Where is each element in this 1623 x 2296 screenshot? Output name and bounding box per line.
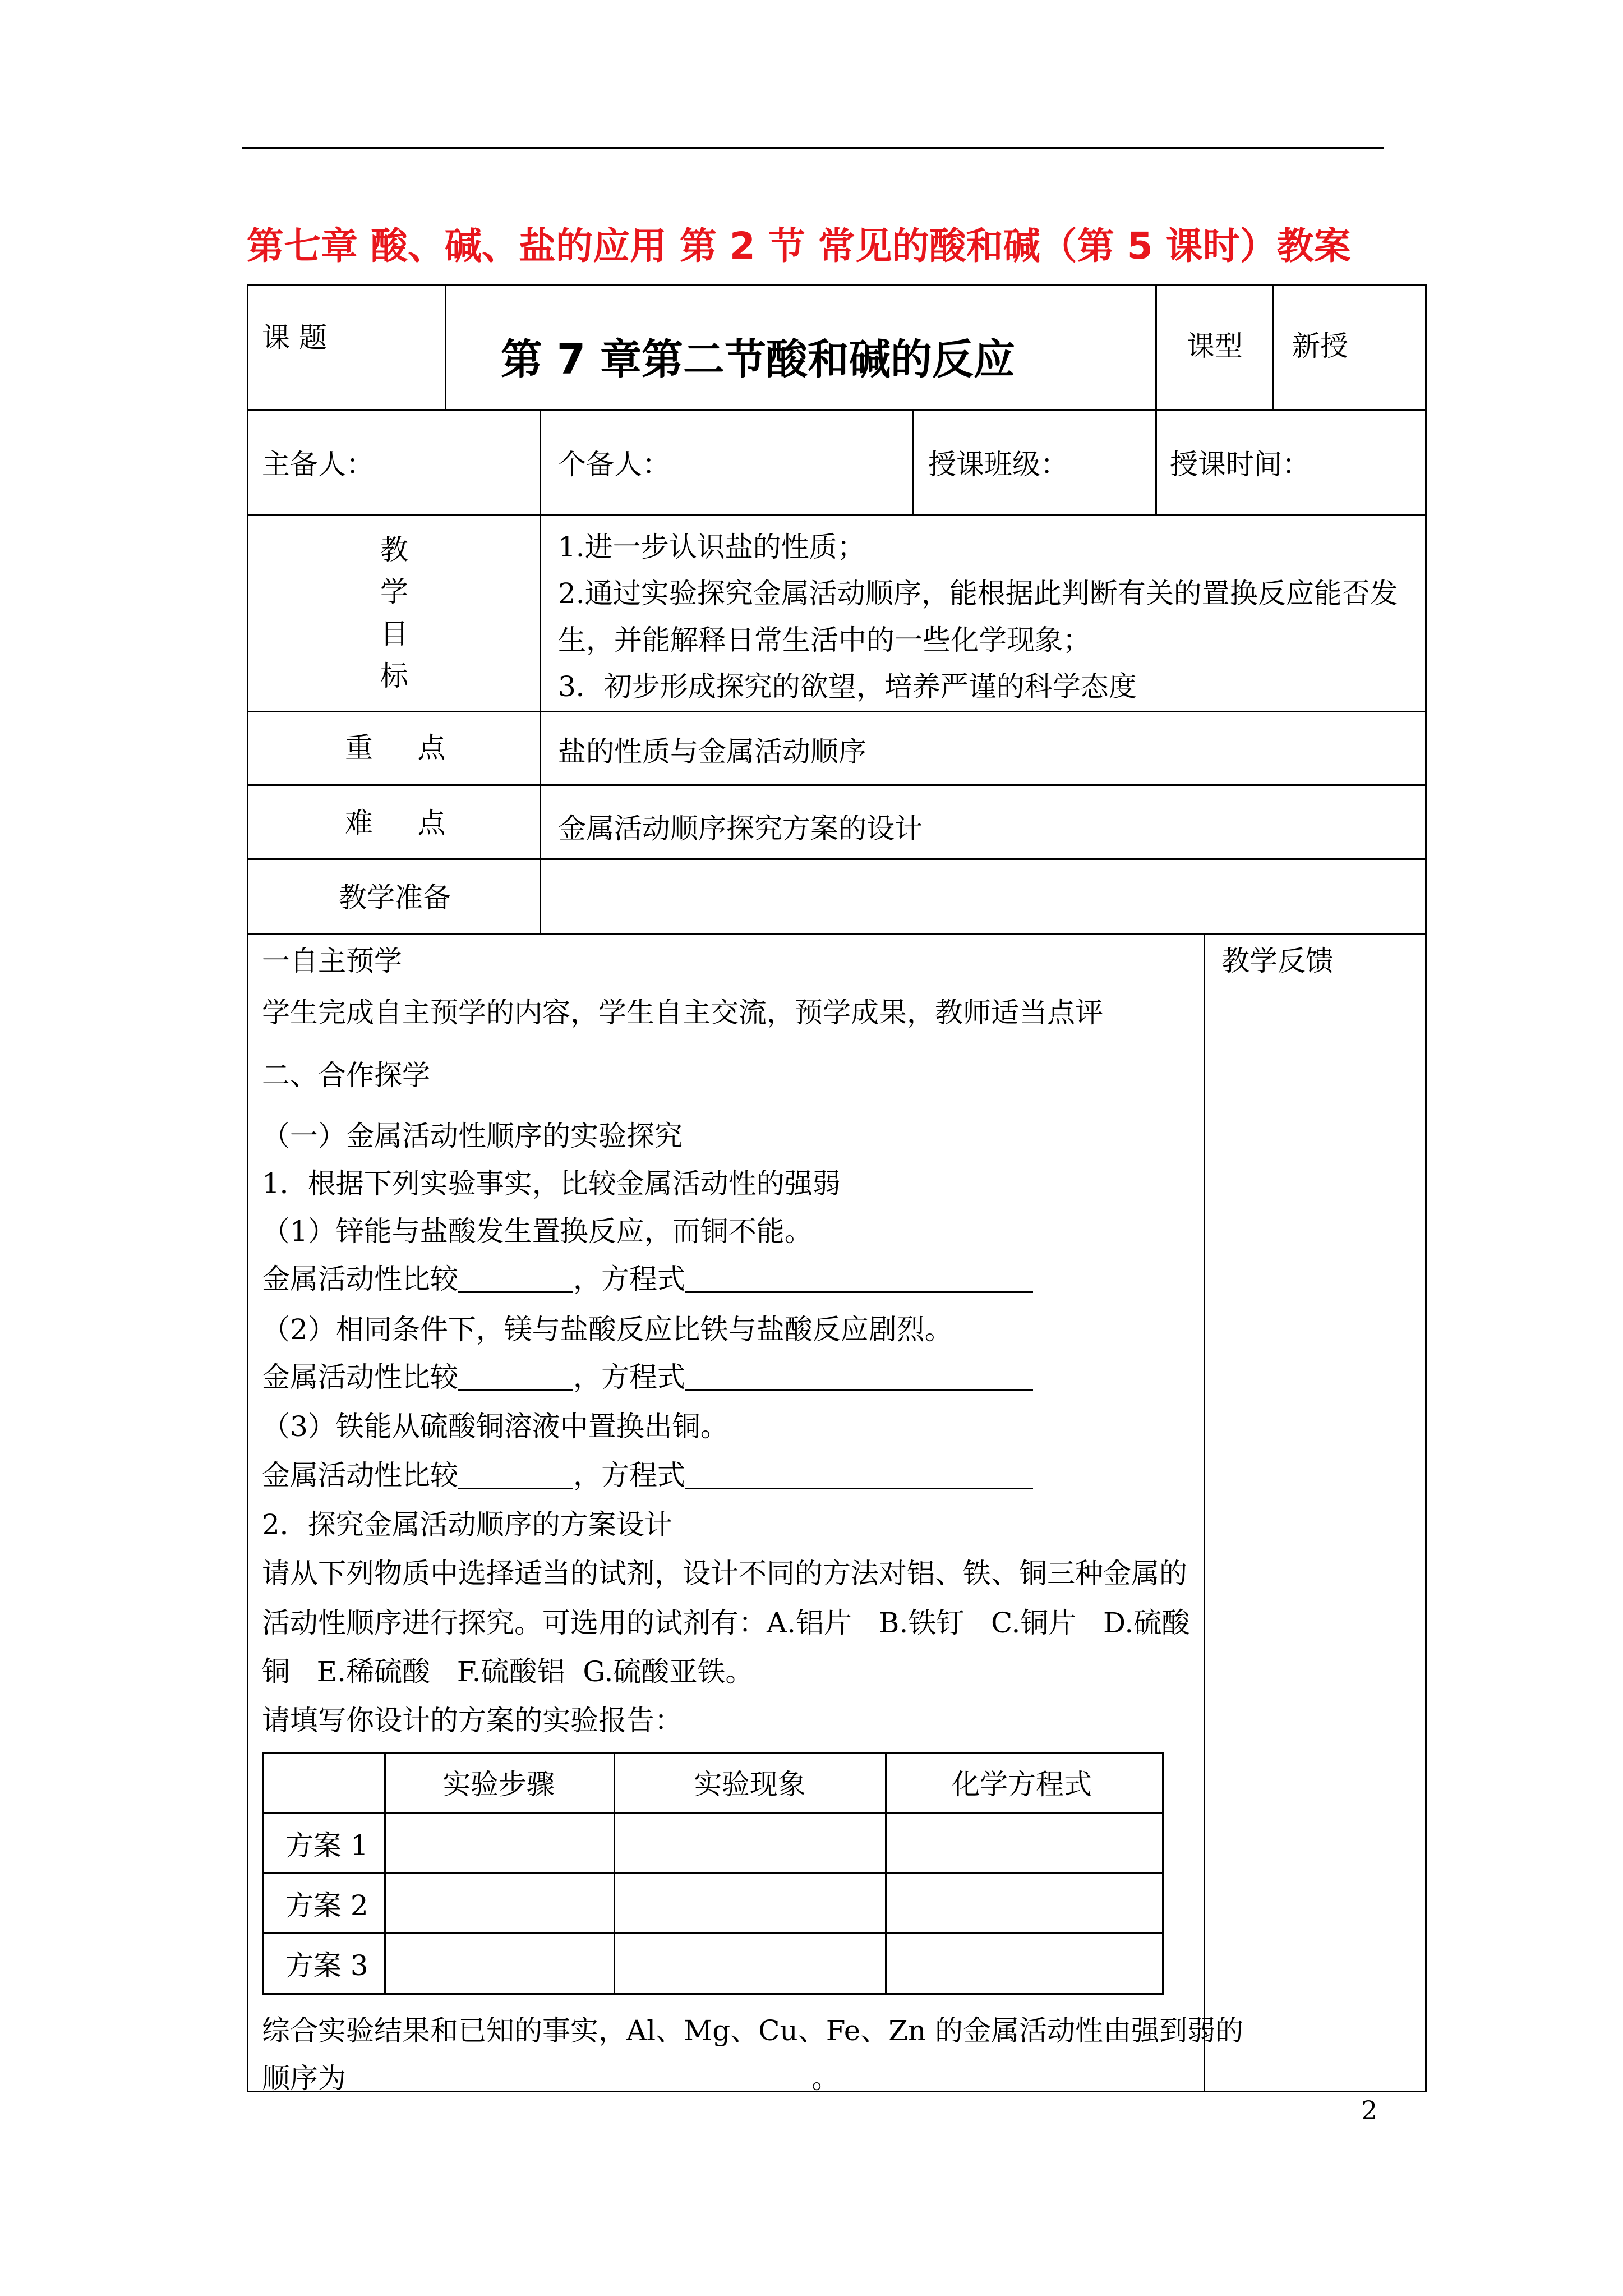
objectives-label-char: 学 [380, 576, 408, 608]
fact-line: （2）相同条件下，镁与盐酸反应比铁与盐酸反应剧烈。 [262, 1313, 953, 1346]
equation-label: ，方程式 [573, 1263, 685, 1295]
equation-blank[interactable] [685, 1267, 1033, 1293]
table-border [540, 409, 541, 935]
objective-line: 生，并能解释日常生活中的一些化学现象； [558, 624, 1091, 656]
equation-blank[interactable] [685, 1463, 1033, 1489]
table-border [247, 284, 248, 2092]
key-point-value: 盐的性质与金属活动顺序 [558, 735, 866, 768]
order-suffix: 。 [811, 2062, 840, 2095]
objective-line: 2.通过实验探究金属活动顺序，能根据此判断有关的置换反应能否发 [558, 577, 1398, 610]
objective-line: 3．初步形成探究的欲望，培养严谨的科学态度 [558, 670, 1137, 703]
individual-preparer-label: 个备人： [558, 448, 670, 481]
compare-blank[interactable] [458, 1267, 573, 1293]
topic-value: 第 7 章第二节酸和碱的反应 [501, 335, 1016, 384]
feedback-label: 教学反馈 [1221, 945, 1334, 977]
report-row-label: 方案 1 [285, 1829, 368, 1862]
body-line: 学生完成自主预学的内容，学生自主交流，预学成果，教师适当点评 [262, 996, 1103, 1029]
report-header-equation: 化学方程式 [952, 1768, 1092, 1801]
page-title: 第七章 酸、碱、盐的应用 第 2 节 常见的酸和碱（第 5 课时）教案 [247, 224, 1351, 268]
report-row-label: 方案 2 [285, 1889, 368, 1922]
key-point-label: 重 点 [345, 731, 446, 764]
lesson-type-label: 课型 [1187, 330, 1243, 362]
order-blank[interactable] [346, 2066, 811, 2092]
report-header-phenomena: 实验现象 [694, 1768, 806, 1801]
class-label: 授课班级： [928, 448, 1068, 481]
table-border [1425, 284, 1427, 2092]
objectives-label-char: 教 [380, 533, 408, 566]
objective-line: 1.进一步认识盐的性质； [558, 531, 865, 563]
lesson-type-value: 新授 [1292, 330, 1348, 362]
equation-label: ，方程式 [573, 1361, 685, 1393]
table-border [247, 514, 1427, 516]
table-border [1204, 933, 1205, 2092]
difficult-point-label: 难 点 [345, 807, 446, 839]
compare-blank[interactable] [458, 1365, 573, 1391]
preparation-label: 教学准备 [339, 881, 451, 914]
body-line: 活动性顺序进行探究。可选用的试剂有：A.铝片 B.铁钉 C.铜片 D.硫酸 [262, 1607, 1190, 1639]
subsection-heading: （一）金属活动性顺序的实验探究 [262, 1120, 683, 1152]
table-border [247, 711, 1427, 712]
report-table [262, 1752, 1164, 1995]
topic-label: 课 题 [262, 321, 327, 354]
compare-label: 金属活动性比较 [262, 1459, 458, 1492]
order-row [262, 2062, 840, 2095]
main-preparer-label: 主备人： [262, 448, 374, 481]
body-line: 铜 E.稀硫酸 F.硫酸铝 G.硫酸亚铁。 [262, 1655, 754, 1688]
objectives-label-char: 标 [380, 660, 408, 692]
fact-line: （1）锌能与盐酸发生置换反应，而铜不能。 [262, 1215, 813, 1248]
section-cooperative: 二、合作探学 [262, 1059, 430, 1092]
compare-row [262, 1459, 1033, 1492]
compare-blank[interactable] [458, 1463, 573, 1489]
table-border [247, 409, 1427, 411]
section-self-study: 一自主预学 [262, 945, 402, 977]
table-border [445, 284, 446, 411]
table-border [1155, 409, 1157, 516]
table-border [247, 933, 1427, 935]
equation-blank[interactable] [685, 1365, 1033, 1391]
objectives-label-char: 目 [380, 618, 408, 650]
page-number: 2 [1361, 2095, 1378, 2125]
compare-row [262, 1363, 1033, 1391]
compare-row [262, 1265, 1033, 1293]
compare-label: 金属活动性比较 [262, 1361, 458, 1393]
time-label: 授课时间： [1170, 448, 1310, 481]
body-line: 请从下列物质中选择适当的试剂，设计不同的方法对铝、铁、铜三种金属的 [262, 1557, 1187, 1590]
report-row-label: 方案 3 [285, 1949, 368, 1982]
body-line: 综合实验结果和已知的事实，Al、Mg、Cu、Fe、Zn 的金属活动性由强到弱的 [262, 2014, 1244, 2047]
order-label: 顺序为 [262, 2062, 346, 2095]
body-line: 1．根据下列实验事实，比较金属活动性的强弱 [262, 1167, 841, 1200]
header-rule [242, 147, 1384, 149]
table-border [247, 858, 1427, 860]
table-border [247, 784, 1427, 786]
body-line: 请填写你设计的方案的实验报告： [262, 1704, 683, 1737]
equation-label: ，方程式 [573, 1459, 685, 1492]
table-border [912, 409, 914, 516]
table-border [1272, 284, 1274, 411]
difficult-point-value: 金属活动顺序探究方案的设计 [558, 812, 923, 845]
table-border [247, 284, 1427, 286]
fact-line: （3）铁能从硫酸铜溶液中置换出铜。 [262, 1410, 728, 1443]
body-line: 2．探究金属活动顺序的方案设计 [262, 1508, 672, 1541]
compare-label: 金属活动性比较 [262, 1263, 458, 1295]
report-header-steps: 实验步骤 [442, 1768, 555, 1801]
table-border [1155, 284, 1157, 411]
